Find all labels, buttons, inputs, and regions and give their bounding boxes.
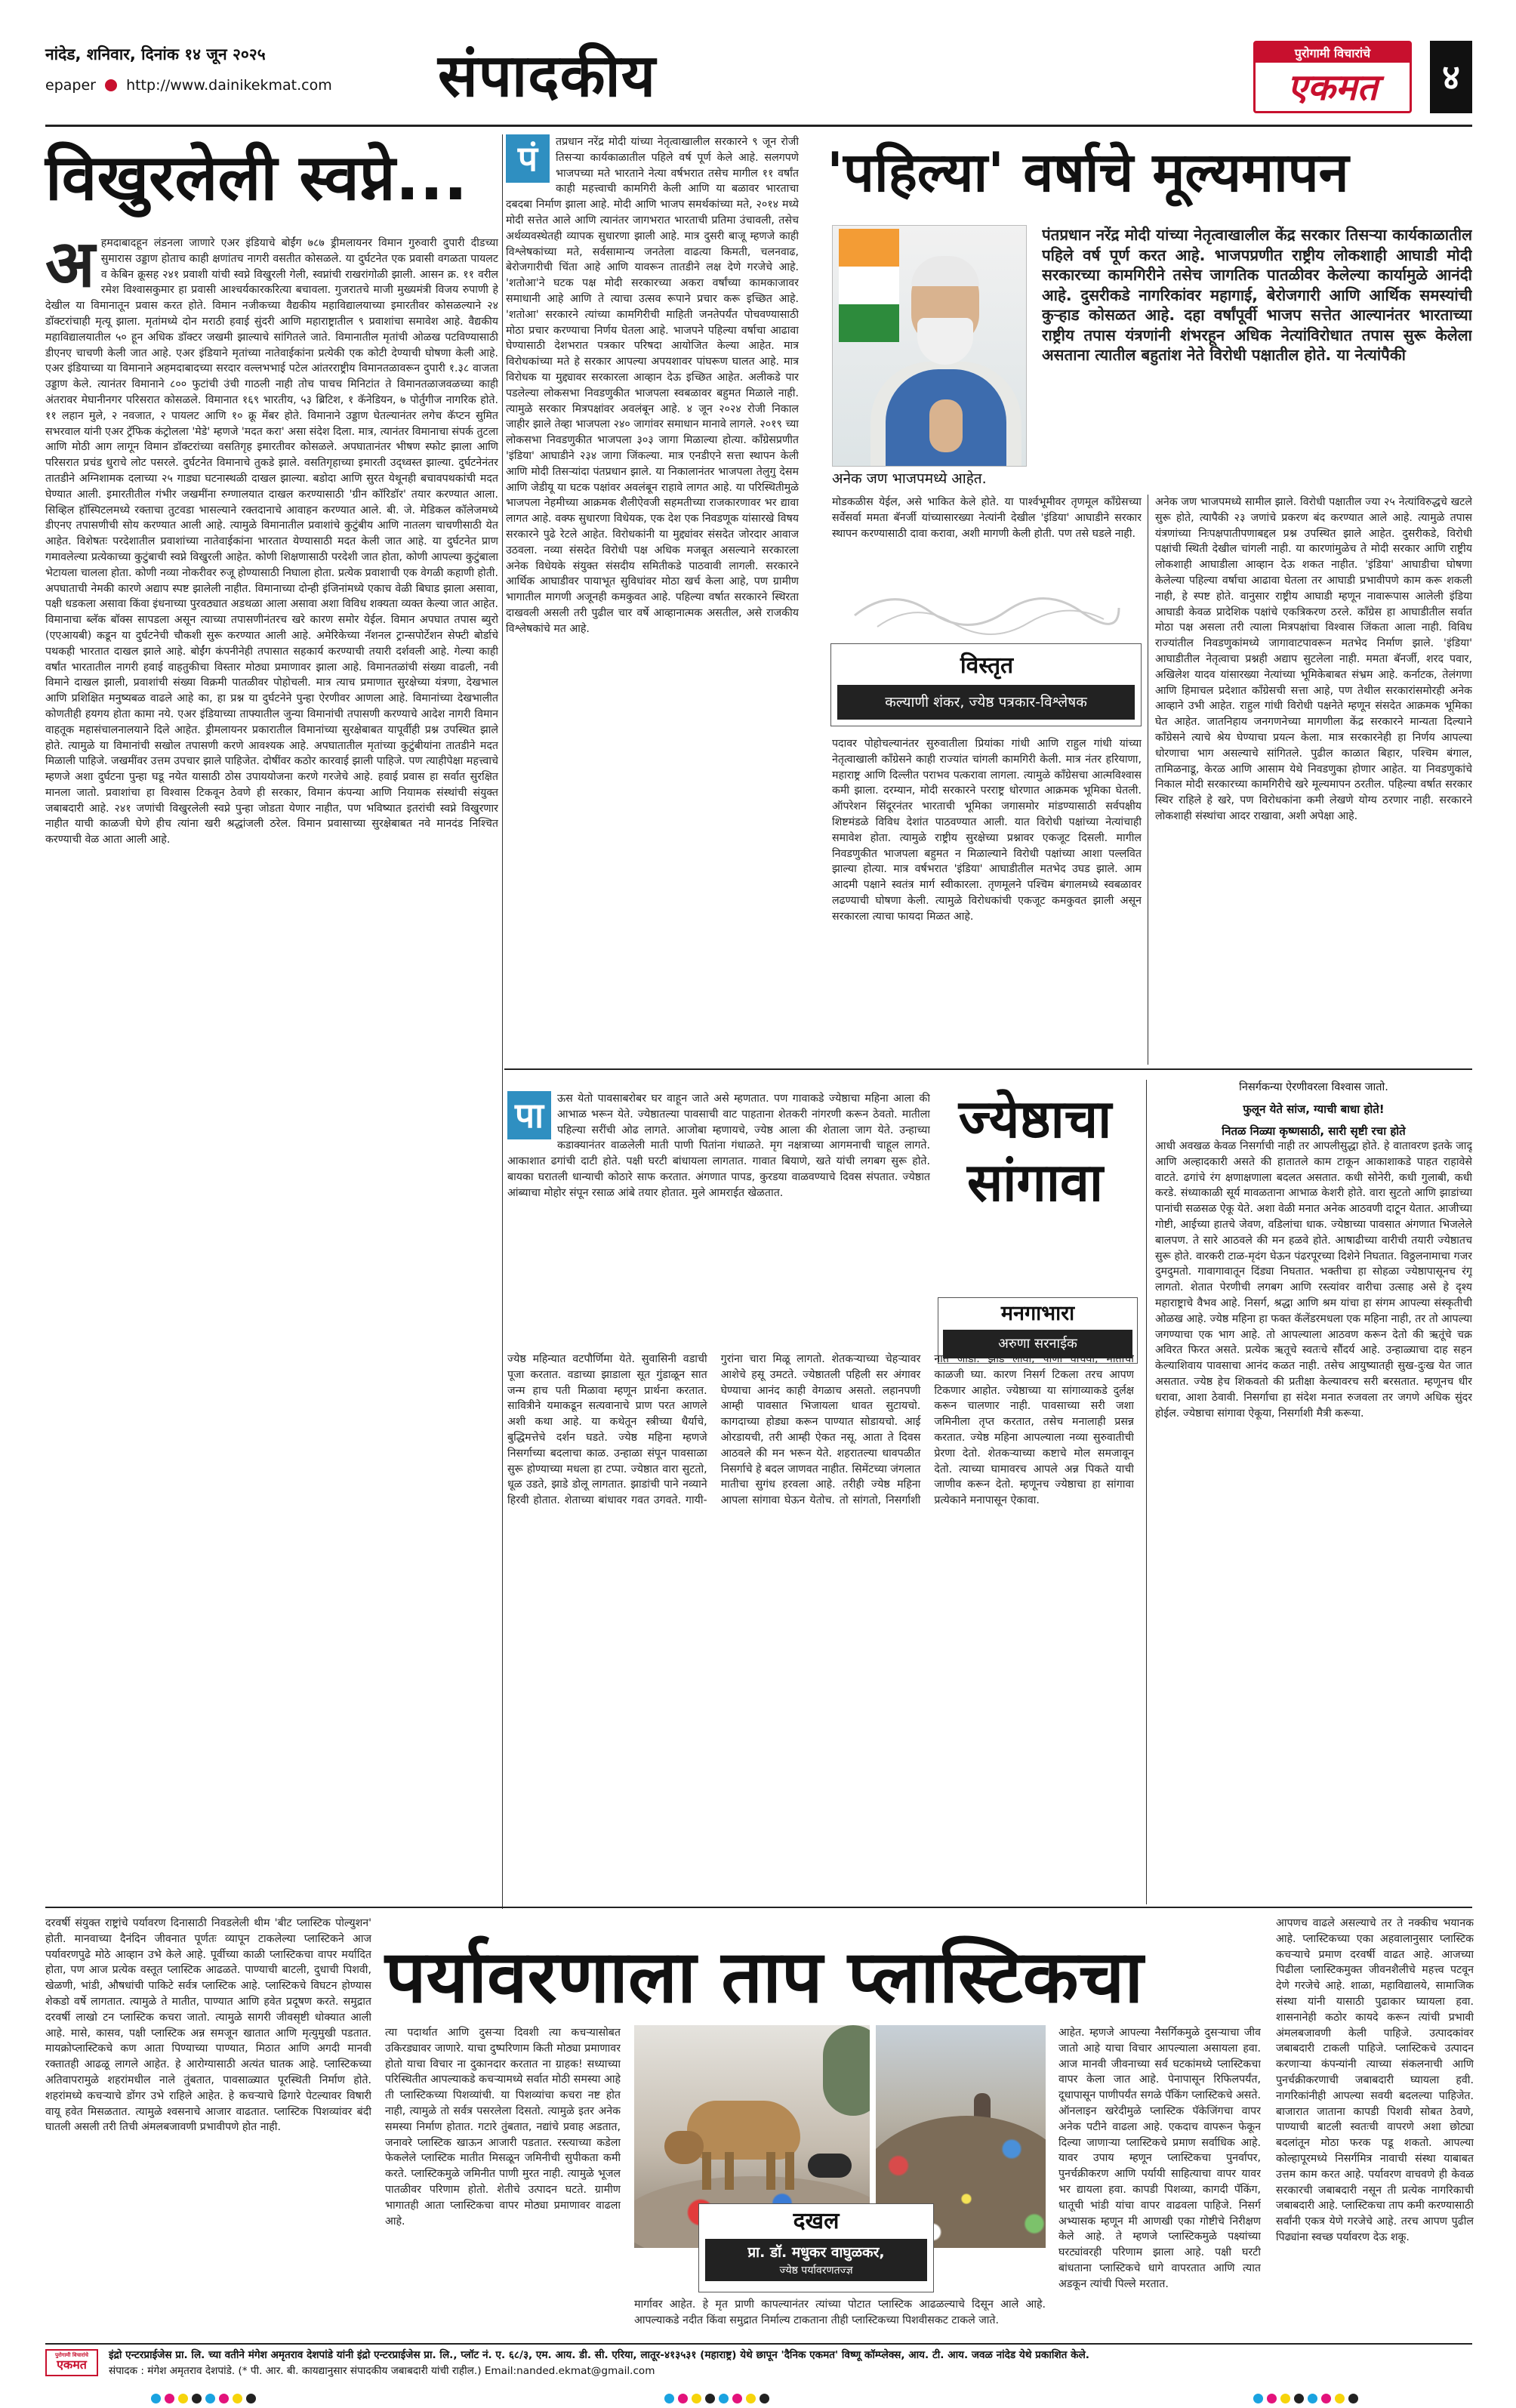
dateline: नांदेड, शनिवार, दिनांक १४ जून २०२५ [45,45,266,63]
registration-dot [1267,2394,1277,2403]
registration-marks [151,2392,260,2403]
article-2-column-2: मोडकळीस येईल, असे भाकित केले होते. या पार्श्वभूमीवर तृणमूल काँग्रेसच्या सर्वेसर्वा ममता बॅनर्जी यांच्यासारख्या नेत्यांनी देखील 'इंडिया' आघाडीने सरकार स्थापन करण्यासाठी दावा करावा, अशी मागणी केली होती. पण तसे घडले नाही. [832,496,1142,540]
registration-dot [165,2394,174,2403]
registration-dot [205,2394,215,2403]
article-4-column-1: दरवर्षी संयुक्त राष्ट्रांचे पर्यावरण दिनासाठी निवडलेली थीम 'बीट प्लास्टिक पोल्युशन' होती. मानवाच्या दैनंदिन जीवनात पूर्णतः व्यापून टाकलेल्या प्लास्टिकने आज पर्यावरणपुढे मोठे आव्हान उभे केले आहे. पूर्वीच्या काळी प्लास्टिकचा वापर मर्यादित होता, पण आज प्रत्येक वस्तूत प्लास्टिक आढळते. पाण्याची बाटली, दुधाची पिशवी, खेळणी, भांडी, औषधांची पाकिटे सर्वत्र प्लास्टिक आहे. प्लास्टिकचे विघटन होण्यास शेकडो वर्षे लागतात. त्यामुळे ते मातीत, पाण्यात आणि हवेत प्रदूषण करते. समुद्रात दरवर्षी लाखो टन प्लास्टिक कचरा जातो. त्यामुळे सागरी जीवसृष्टी धोक्यात आली आहे. मासे, कासव, पक्षी प्लास्टिक अन्न समजून खातात आणि मृत्युमुखी पडतात. मायक्रोप्लास्टिकचे कण आता पिण्याच्या पाण्यात, मिठात आणि अगदी मानवी रक्तातही आढळू लागले आहेत. हे आरोग्यासाठी अत्यंत घातक आहे. प्लास्टिकच्या अतिवापरामुळे शहरांमधील नाले तुंबतात, पावसाळ्यात पूरस्थिती निर्माण होते. शहरांमध्ये कचऱ्याचे डोंगर उभे राहिले आहेत. हे कचऱ्याचे ढिगारे पेटल्यावर विषारी वायू हवेत मिसळतात. त्यामुळे श्वसनाचे आजार वाढतात. प्लास्टिक पिशव्यांवर बंदी घातली असली तरी तिची अंमलबजावणी प्रभावीपणे होत नाही. [45,1917,371,2134]
registration-dot [219,2394,229,2403]
section-divider [504,1068,1472,1070]
pm-photo [832,225,1027,467]
article-3-body: ज्येष्ठ महिन्यात वटपौर्णिमा येते. सुवासिनी वडाची पूजा करतात. वडाच्या झाडाला सूत गुंडाळून सात जन्म हाच पती मिळावा म्हणून प्रार्थना करतात. सावित्रीने यमाकडून सत्यवानाचे प्राण परत आणले अशी कथा आहे. या कथेतून स्त्रीच्या धैर्याचे, बुद्धिमत्तेचे दर्शन घडते. ज्येष्ठ महिना म्हणजे निसर्गाच्या बदलाचा काळ. उन्हाळा संपून पावसाळा सुरू होण्याच्या मधला हा टप्पा. ज्येष्ठात वारा सुटतो, धूळ उडते, झाडे डोलू लागतात. झाडांची पाने नव्याने हिरवी होतात. शेताच्या बांधावर गवत उगवते. गायी-गुरांना चारा मिळू लागतो. शेतकऱ्याच्या चेहऱ्यावर आशेचे हसू उमटते. ज्येष्ठातली पहिली सर अंगावर घेण्याचा आनंद काही वेगळाच असतो. लहानपणी आम्ही पावसात भिजायला धावत सुटायचो. कागदाच्या होड्या करून पाण्यात सोडायचो. आई ओरडायची, तरी आम्ही ऐकत नसू. आता ते दिवस आठवले की मन भरून येते. शहरातल्या धावपळीत निसर्गाचे हे बदल जाणवत नाहीत. सिमेंटच्या जंगलात मातीचा सुगंध हरवला आहे. तरीही ज्येष्ठ महिना आपला सांगावा घेऊन येतोच. तो सांगतो, निसर्गाशी नाते जोडा. झाडे लावा, पाणी वाचवा, मातीची काळजी घ्या. कारण निसर्ग टिकला तरच आपण टिकणार आहोत. ज्येष्ठाच्या या सांगाव्याकडे दुर्लक्ष करून चालणार नाही. पावसाच्या सरी जशा जमिनीला तृप्त करतात, तसेच मनालाही प्रसन्न करतात. ज्येष्ठ महिना आपल्याला नव्या सुरुवातीची प्रेरणा देतो. शेतकऱ्याच्या कष्टाचे मोल समजावून देतो. त्याच्या घामावरच आपले अन्न पिकते याची जाणीव करून देतो. म्हणूनच ज्येष्ठाचा हा सांगावा प्रत्येकाने मनापासून ऐकावा. [507,1353,1134,1507]
author-box [705,2239,927,2281]
article-1-headline: विखुरलेली स्वप्ने... [45,140,468,214]
decorative-flourish-icon [847,585,1126,638]
imprint-footer [45,2343,1472,2381]
registration-dot [1280,2394,1290,2403]
registration-dot [1321,2394,1331,2403]
registration-dot [246,2394,256,2403]
column-divider [1146,1080,1147,1904]
epaper-link[interactable] [45,77,332,94]
section-title: संपादकीय [438,42,656,110]
link-dot-icon [105,79,117,91]
epaper-label: epaper [45,77,96,94]
author-name: प्रा. डॉ. मधुकर वाघुळकर, [747,2244,885,2261]
footer-logo-tagline: पुरोगामी विचारांचे [55,2351,88,2358]
registration-dot [760,2394,769,2403]
article-2-column-3: अनेक जण भाजपमध्ये सामील झाले. विरोधी पक्षातील ज्या २५ नेत्यांविरुद्धचे खटले सुरू होते, त्यापैकी २३ जणांचे प्रकरण बंद करण्यात आले आहे. त्यामुळे तपास यंत्रणांच्या निःपक्षपातीपणाबद्दल प्रश्न उपस्थित झाले आहेत. दुसरीकडे, विरोधी पक्षांची स्थिती देखील चांगली नाही. या कारणांमुळेच ते मोदी सरकार आणि राष्ट्रीय लोकशाही आघाडीला आव्हान देऊ शकत नाहीत. 'इंडिया' आघाडीचा घोषणा केलेल्या पहिल्या वर्षाचा आढावा घेतला तर आघाडी प्रभावीपणे काम करू शकली नाही, हे स्पष्ट होते. वानुसार राष्ट्रीय आघाडी म्हणून नावारूपास आलेली इंडिया आघाडी केवळ प्रादेशिक पक्षांचे एकत्रिकरण ठरले. काँग्रेस हा आघाडीतील सर्वात मोठा पक्ष असला तरी त्याला मित्रपक्षांचा विश्वास जिंकता आला नाही. विविध राज्यांतील निवडणुकांमध्ये जागावाटपावरून मतभेद निर्माण झाले. 'इंडिया' आघाडीतील नेतृत्वाचा प्रश्नही अद्याप सुटलेला नाही. ममता बॅनर्जी, शरद पवार, अखिलेश यादव यांसारख्या नेत्यांच्या भूमिकेबाबत संभ्रम आहे. कर्नाटक, तेलंगणा आणि हिमाचल प्रदेशात काँग्रेसची सत्ता आहे, पण तेथील सरकारांसमोरही अनेक आव्हाने उभी आहेत. राहुल गांधी विरोधी पक्षनेते म्हणून संसदेत आक्रमक भूमिका घेत आहेत. जातनिहाय जनगणनेच्या मागणीला केंद्र सरकारने मान्यता दिल्याने काँग्रेसने त्याचे श्रेय घेण्याचा प्रयत्न केला. मात्र सरकारनेही हा निर्णय आपल्या धोरणाचा भाग असल्याचे सांगितले. पुढील काळात बिहार, पश्चिम बंगाल, तामिळनाडू, केरळ आणि आसाम येथे निवडणुका होणार आहेत. या निवडणुकांचे निकाल मोदी सरकारच्या कामगिरीचे खरे मूल्यमापन ठरतील. पहिल्या वर्षात सरकार स्थिर राहिले हे खरे, पण विरोधकांना कमी लेखणे योग्य ठरणार नाही. सरकारने लोकशाही संस्थांचा आदर राखावा, अशी अपेक्षा आहे. [1155,496,1472,822]
article-3-top-text: ऊस येतो पावसाबरोबर घर वाहून जाते असे म्हणतात. पण गावाकडे ज्येष्ठाचा महिना आला की आभाळ भरून येते. ज्येष्ठातल्या पावसाची वाट पाहताना शेतकरी नांगरणी करून ठेवतो. मातीला पहिल्या सरींची ओढ लागते. आजोबा म्हणायचे, ज्येष्ठ आला की शेताला जाग येते. उन्हाच्या कडाक्यानंतर वाळलेली माती पाणी पितांना गंधाळते. मृग नक्षत्राच्या आगमनाची चाहूल लागते. आकाशात ढगांची दाटी होते. पक्षी घरटी बांधायला लागतात. गावात बियाणे, खते यांची लगबग सुरू होते. बायका घरातली धान्याची कोठारे साफ करतात. अंगणात पापड, कुरडया वाळवण्याचे दिवस संपतात. ज्येष्ठात आंब्याचा मोहोर संपून रसाळ आंबे तयार होतात. मुले आमराईत खेळतात. [507,1093,930,1199]
verse-line: फुलून येते सांज, ग्याची बाधा होते! [1243,1102,1385,1116]
article-3-verse [1155,1080,1472,1139]
registration-dot [692,2394,701,2403]
brand-logo [1253,41,1412,113]
article-2-dropcap: पं [506,134,550,183]
author-name: अरुणा सरनाईक [943,1330,1132,1358]
article-4-column-3: मार्गावर आहेत. हे मृत प्राणी कापल्यानंतर त्यांच्या पोटात प्लास्टिक आढळल्याचे दिसून आले आहे. आपल्याकडे नदीत किंवा समुद्रात निर्माल्य टाकताना तीही प्लास्टिकच्या पिशवीसकट टाकले जाते. [634,2299,1046,2326]
verse-line: नितळ निळ्या कृष्णसाठी, सारी सृष्टी रचा होते [1222,1124,1406,1138]
website-url[interactable]: http://www.dainikekmat.com [126,77,332,94]
registration-dot [1253,2394,1263,2403]
footer-logo-name: एकमत [57,2357,87,2372]
imprint-line: इंद्रो एन्टरप्राईजेस प्रा. लि. च्या वतीने मंगेश अमृतराव देशपांडे यांनी इंद्रो एन्टरप्राईजेस प्रा. लि., प्लॉट नं. ए. ६८/३, एम. आय. डी. सी. एरिया, लातूर-४१३५३१ (महाराष्ट्र) येथे छापून 'दैनिक एकमत' विष्णू कॉम्प्लेक्स, आय. टी. आय. जवळ नांदेड येथे प्रकाशित केले. [109,2349,1089,2361]
registration-dot [192,2394,202,2403]
photo-caption: अनेक जण भाजपमध्ये आहेत. [832,470,987,487]
author-name: कल्याणी शंकर, ज्येष्ठ पत्रकार-विश्लेषक [837,685,1135,720]
registration-dot [732,2394,742,2403]
brand-name: एकमत [1287,66,1378,109]
article-4-column-2: त्या पदार्थात आणि दुसऱ्या दिवशी त्या कचऱ्यासोबत उकिरड्यावर जाणारे. याचा दुष्परिणाम किती मोठ्या प्रमाणावर होतो याचा विचार ना दुकानदार करतात ना ग्राहक! सध्याच्या परिस्थितीत आपल्याकडे कचऱ्यामध्ये सर्वात मोठी समस्या आहे ती प्लास्टिकच्या पिशव्यांची. या पिशव्यांचा कचरा नष्ट होत नाही, त्यामुळे तो सर्वत्र पसरलेला दिसतो. त्यामुळे इतर अनेक समस्या निर्माण होतात. गटारे तुंबतात, नद्यांचे प्रवाह अडतात, जनावरे प्लास्टिक खाऊन आजारी पडतात. रस्त्याच्या कडेला फेकलेले प्लास्टिक मातीत मिसळून जमिनीची सुपीकता कमी करते. प्लास्टिकमुळे जमिनीत पाणी मुरत नाही. त्यामुळे भूजल पातळीवर परिणाम होतो. शेतीचे उत्पादन घटते. ग्रामीण भागातही आता प्लास्टिकचा वापर मोठ्या प्रमाणावर वाढला आहे. [385,2027,621,2228]
page-number: ४ [1430,41,1472,113]
registration-dot [178,2394,188,2403]
article-3-right-column: आधी अवखळ केवळ निसर्गाची नाही तर आपलीसुद्धा होते. हे वातावरण इतके जादू आणि अल्हादकारी असते की हातातले काम टाकून आकाशाकडे पाहत राहावेसे वाटते. ढगांचे रंग क्षणाक्षणाला बदलत असतात. कधी सोनेरी, कधी गुलाबी, कधी करडे. संध्याकाळी सूर्य मावळताना आभाळ केशरी होते. वारा सुटतो आणि झाडांच्या पानांची सळसळ ऐकू येते. अशा वेळी मनात अनेक आठवणी दाटून येतात. आजीच्या गोष्टी, आईच्या हातचे जेवण, वडिलांचा धाक. ज्येष्ठाच्या पावसात अंगणात भिजलेले बालपण. ते सारे आठवले की मन हळवे होते. आषाढीच्या वारीची तयारी ज्येष्ठातच सुरू होते. वारकरी टाळ-मृदंग घेऊन पंढरपूरच्या दिशेने निघतात. विठ्ठलनामाचा गजर दुमदुमतो. गावागावातून दिंड्या निघतात. भक्तीचा हा सोहळा ज्येष्ठापासूनच रंगू लागतो. शेतात पेरणीची लगबग आणि रस्त्यांवर वारीचा उत्साह असे हे दृश्य महाराष्ट्राचे वैभव आहे. निसर्ग, श्रद्धा आणि श्रम यांचा हा संगम आपल्या संस्कृतीची ओळख आहे. ज्येष्ठ महिना हा फक्त कॅलेंडरमधला एक महिना नाही, तर तो आपल्या जगण्याचा एक भाग आहे. तो आपल्याला आठवण करून देतो की ऋतूंचे चक्र अविरत फिरत असते. प्रत्येक ऋतूचे स्वतःचे सौंदर्य आहे. उन्हाळ्याचा दाह सहन केल्याशिवाय पावसाचा आनंद कळत नाही. तसेच आयुष्यातही सुख-दुःख येत जात असतात. ज्येष्ठ हेच शिकवतो की प्रतीक्षा केल्यावरच सरी बरसतात. म्हणूनच धीर धरावा, आशा ठेवावी. निसर्गाचा हा संदेश मनात रुजवला तर जगणे अधिक सुंदर होईल. ज्येष्ठाचा सांगावा ऐकूया, निसर्गाशी मैत्री करूया. [1155,1140,1472,1420]
article-2-byline [830,643,1142,726]
column-divider [502,134,503,1909]
article-3-dropcap: पा [507,1091,551,1139]
article-2-headline: 'पहिल्या' वर्षाचे मूल्यमापन [827,140,1349,204]
article-2-col1-text: तप्रधान नरेंद्र मोदी यांच्या नेतृत्वाखालील सरकारने ९ जून रोजी तिसऱ्या कार्यकाळातील पहिले वर्ष पूर्ण केले आहे. सलगपणे भाजपच्या मते भारताने नेत्या वर्षभरात तसेच मागील ११ वर्षांत काही महत्त्वाची कामगिरी केली आणि या बळावर भारताचा दबदबा निर्माण झाला आहे. मोदी आणि भाजप समर्थकांच्या मते, २०१४ मध्ये मोदी सत्तेत आले आणि त्यानंतर जागभरात भारताची प्रतिमा उंचावली, तसेच अर्थव्यवस्थेतही व्यापक सुधारणा झाली आहे. मात्र दुसरी बाजू म्हणजे काही विश्लेषकांच्या मते, सर्वसामान्य जनतेला वाढत्या किमती, चलनवाढ, बेरोजगारीची चिंता आहे आणि यावरून तातडीने लक्ष देणे गरजेचे आहे. 'शतोआ'ने घटक पक्ष मोदी सरकारच्या अकरा वर्षांच्या कामकाजावर समाधानी आहे आणि ते त्याचा उत्सव रूपाने प्रचार करू इच्छित आहे. 'शतोआ' सरकारने त्यांच्या कामगिरीची माहिती जनतेपर्यंत पोचवण्यासाठी मोठा प्रचार करण्याचा निर्णय घेतला आहे. भाजपने पहिल्या वर्षाचा आढावा घेण्यासाठी देशभरात पत्रकार परिषदा आयोजित केल्या आहेत. मात्र विरोधकांच्या मते हे सरकार आपल्या अपयशावर पांघरूण घालत आहे. मात्र विरोधक या मुद्द्यावर सरकारला आव्हान देऊ इच्छित आहेत. अलीकडे पार पडलेल्या लोकसभा निवडणुकीत भाजपला स्वबळावर बहुमत मिळाले नाही. त्यामुळे सरकार मित्रपक्षांवर अवलंबून आहे. ४ जून २०२४ रोजी निकाल जाहीर झाले तेव्हा भाजपला २४० जागांवर समाधान मानावे लागले. २०१९ च्या लोकसभा निवडणुकीत भाजपला ३०३ जागा मिळाल्या होत्या. काँग्रेसप्रणीत 'इंडिया' आघाडीने २३४ जागा जिंकल्या. मात्र एनडीएने सत्ता स्थापन केली आणि मोदी तिसऱ्यांदा पंतप्रधान झाले. या निकालानंतर भाजपला तेलुगु देसम आणि जेडीयू या घटक पक्षांवर अवलंबून राहावे लागत आहे. या परिस्थितीमुळे भाजपला नेहमीच्या आक्रमक शैलीऐवजी सहमतीच्या राजकारणावर भर द्यावा लागत आहे. वक्फ सुधारणा विधेयक, एक देश एक निवडणूक यांसारखे विषय सरकारने पुढे रेटले आहेत. विरोधकांनी या मुद्द्यांवर संसदेत जोरदार आवाज उठवला. नव्या संसदेत विरोधी पक्ष अधिक मजबूत असल्याने सरकारला अनेक विधेयके संयुक्त संसदीय समितीकडे पाठवावी लागली. सरकारने आर्थिक आघाडीवर पायाभूत सुविधांवर मोठा खर्च केला आहे, पण ग्रामीण भागातील मागणी अजूनही कमकुवत आहे. पहिल्या वर्षात सरकारने स्थिरता दाखवली असली तरी पुढील चार वर्षे आव्हानात्मक असतील, असे राजकीय विश्लेषकांचे मत आहे. [506,136,799,635]
article-4-column-5: आपणच वाढले असल्याचे तर ते नक्कीच भयानक आहे. प्लास्टिकच्या एका अहवालानुसार प्लास्टिक कचऱ्याचे प्रमाण दरवर्षी वाढत आहे. आजच्या पिढीला प्लास्टिकमुक्त जीवनशैलीचे महत्त्व पटवून देणे गरजेचे आहे. शाळा, महाविद्यालये, सामाजिक संस्था यांनी यासाठी पुढाकार घ्यायला हवा. शासनानेही कठोर कायदे करून त्यांची प्रभावी अंमलबजावणी केली पाहिजे. उत्पादकांवर जबाबदारी टाकली पाहिजे. प्लास्टिकचे उत्पादन करणाऱ्या कंपन्यांनी त्याच्या संकलनाची आणि पुनर्चक्रीकरणाची जबाबदारी घ्यायला हवी. नागरिकांनीही आपल्या सवयी बदलल्या पाहिजेत. बाजारात जाताना कापडी पिशवी सोबत ठेवणे, पाण्याची बाटली स्वतःची वापरणे अशा छोट्या बदलांतून मोठा फरक पडू शकतो. आपल्या कोल्हापूरमध्ये निसर्गमित्र नावाची संस्था याबाबत उत्तम काम करत आहे. पर्यावरण वाचवणे ही केवळ सरकारची जबाबदारी नसून ती प्रत्येक नागरिकाची जबाबदारी आहे. प्लास्टिकचा ताप कमी करण्यासाठी सर्वांनी एकत्र येणे गरजेचे आहे. तरच आपण पुढील पिढ्यांना स्वच्छ पर्यावरण देऊ शकू. [1276,1917,1474,2243]
author-designation: ज्येष्ठ पर्यावरणतज्ज्ञ [779,2265,853,2277]
column-name: मनगाभारा [1000,1302,1075,1325]
article-1-dropcap: अ [45,236,95,302]
registration-dot [1294,2394,1304,2403]
registration-dot [1308,2394,1317,2403]
article-1-text: हमदाबादहून लंडनला जाणारे एअर इंडियाचे बोईंग ७८७ ड्रीमलायनर विमान गुरुवारी दुपारी दीडच्या सुमारास उड्डाण होताच काही क्षणांतच नागरी वसतीत कोसळले. या दुर्घटनेत एक प्रवासी वगळता पायलट व केबिन क्रूसह २४१ प्रवाशी यांची स्वप्ने विखुरली गेली, स्वप्नांची राखरांगोळी झाली. आसन क्र. ११ वरील रमेश विश्वासकुमार हा प्रवासी आश्चर्यकारकरित्या बचावला. गुजरातचे माजी मुख्यमंत्री विजय रुपाणी हे देखील या विमानातून प्रवास करत होते. विमान नजीकच्या वैद्यकीय महाविद्यालयाच्या इमारतीवर कोसळल्याने २४ डॉक्टरांचाही मृत्यू झाला. मृतांमध्ये दोन मराठी हवाई सुंदरी आणि महाराष्ट्रातील ९ प्रवाशांचा समावेश आहे. वैद्यकीय महाविद्यालयातील ५० हून अधिक डॉक्टर जखमी झाल्याचे सांगितले जाते. विमानातील मृतांची ओळख पटविण्यासाठी डीएनए चाचणी केली जात आहे. एअर इंडियाने मृतांच्या नातेवाईकांना प्रत्येकी एक कोटी देण्याची घोषणा केली आहे. एअर इंडियाच्या या विमानाने अहमदाबादच्या सरदार वल्लभभाई पटेल आंतरराष्ट्रीय विमानतळावरून दुपारी १.३८ वाजता उड्डाण केले. त्यानंतर विमानाने ८०० फुटांची उंची गाठली नाही तोच पाचच मिनिटांत ते विमानतळाजवळच्या काही अंतरावर मेघानीनगर परिसरात कोसळले. विमानात १६९ भारतीय, ५३ ब्रिटिश, १ कॅनेडियन, ७ पोर्तुगीज नागरिक होते. ११ लहान मुले, २ नवजात, २ पायलट आणि १० क्रू मेंबर होते. विमानाने उड्डाण घेतल्यानंतर लगेच कॅप्टन सुमित सभरवाल यांनी एअर ट्रॅफिक कंट्रोलला 'मेडे' म्हणजे 'मदत करा' असा संदेश दिला. मात्र, त्यानंतर विमानाचा संपर्क तुटला आणि मोठी आग लागून विमान डॉक्टरांच्या वसतिगृह इमारतीवर कोसळले. अपघातानंतर भीषण स्फोट झाला आणि परिसरात प्रचंड धुराचे लोट पसरले. दुर्घटनेत विमानाचे तुकडे झाले. वसतिगृहाच्या इमारती उद्ध्वस्त झाल्या. दुर्घटनेनंतर तातडीने अग्निशामक दलाच्या २५ गाड्या घटनास्थळी दाखल झाल्या. बडोदा आणि सुरत येथूनही बचावपथकांची मदत घेण्यात आली. इमारतीतील गंभीर जखमींना रुग्णालयात दाखल करण्यासाठी 'ग्रीन कॉरिडॉर' तयार करण्यात आला. सिव्हिल हॉस्पिटलमध्ये रक्ताचा तुटवडा भासल्याने रक्तदानाचे आवाहन करण्यात आले. बी. जे. मेडिकल कॉलेजमध्ये डीएनए तपासणीची सोय करण्यात आली आहे. त्यामुळे विमानातील प्रवाशांचे कुटुंबीय आणि नातलग चाचणीसाठी येत आहेत. विशेषतः परदेशातील प्रवाशांच्या नातेवाईकांना भारतात येण्यासाठी मदत केली जात आहे. या दुर्घटनेत प्राण गमावलेल्या प्रत्येकाच्या कुटुंबाची स्वप्ने विखुरली आहेत. कोणी शिक्षणासाठी परदेशी जात होता, कोणी आपल्या कुटुंबाला भेटायला चालला होता. कोणी नव्या नोकरीवर रुजू होण्यासाठी निघाला होता. प्रत्येक प्रवाशाची एक वेगळी कहाणी होती. अपघाताची नेमकी कारणे अद्याप स्पष्ट झालेली नाहीत. विमानाच्या दोन्ही इंजिनांमध्ये एकाच वेळी बिघाड झाला असावा, पक्षी धडकला असावा किंवा इंधनाच्या पुरवठ्यात अडथळा आला असावा अशा विविध शक्यता व्यक्त केल्या जात आहेत. विमानाचा ब्लॅक बॉक्स सापडला असून त्याच्या तपासणीनंतरच खरे कारण समोर येईल. विमान अपघात तपास ब्युरो (एएआयबी) कडून या दुर्घटनेची चौकशी सुरू करण्यात आली आहे. अमेरिकेच्या नॅशनल ट्रान्सपोर्टेशन सेफ्टी बोर्डाचे पथकही भारतात दाखल झाले आहे. बोईंग कंपनीनेही तपासात सहकार्य करण्याची तयारी दर्शवली आहे. गेल्या काही वर्षांत भारतातील नागरी हवाई वाहतुकीचा विस्तार मोठ्या प्रमाणावर झाला आहे. विमानतळांची संख्या वाढली, नवी विमाने दाखल झाली, प्रवाशांची संख्या विक्रमी पातळीवर पोहोचली. मात्र त्याच प्रमाणात सुरक्षेच्या यंत्रणा, देखभाल आणि प्रशिक्षित मनुष्यबळ वाढले आहे का, हा प्रश्न या दुर्घटनेने पुन्हा ऐरणीवर आणला आहे. विमानांच्या देखभालीत कोणतीही हयगय होता कामा नये. एअर इंडियाच्या ताफ्यातील जुन्या विमानांची तपासणी करण्याचे आदेश नागरी विमान वाहतूक महासंचालनालयाने दिले आहेत. ड्रीमलायनर प्रकारातील विमानांच्या सुरक्षेबाबत यापूर्वीही प्रश्न उपस्थित झाले होते. त्यामुळे या विमानांची सखोल तपासणी करणे आवश्यक आहे. अपघातातील मृतांच्या कुटुंबीयांना तातडीने मदत मिळाली पाहिजे. जखमींवर उत्तम उपचार झाले पाहिजेत. दोषींवर कठोर कारवाई झाली पाहिजे. पण त्याहीपेक्षा महत्त्वाचे म्हणजे अशा दुर्घटना पुन्हा घडू नयेत यासाठी ठोस उपाययोजना करणे गरजेचे आहे. हवाई प्रवास हा सर्वात सुरक्षित मानला जातो. प्रवाशांचा हा विश्वास टिकवून ठेवणे ही सरकार, विमान कंपन्या आणि नियामक संस्थांची संयुक्त जबाबदारी आहे. २४१ जणांची विखुरलेली स्वप्ने पुन्हा जोडता येणार नाहीत, पण भविष्यात इतरांची स्वप्ने विखुरणार नाहीत याची काळजी घेणे हीच त्यांना खरी श्रद्धांजली ठरेल. विमान प्रवासाच्या सुरक्षेबाबत नवे मानदंड निश्चित करण्याची वेळ आता आली आहे. [45,237,498,846]
registration-dot [1335,2394,1345,2403]
registration-dot [705,2394,715,2403]
article-4-byline [698,2203,934,2292]
article-2-column-2b: पदावर पोहोचल्यानंतर सुरुवातीला प्रियांका गांधी आणि राहुल गांधी यांच्या नेतृत्वाखाली काँग्रेसने काही राज्यांत चांगली कामगिरी केली. मात्र नंतर हरियाणा, महाराष्ट्र आणि दिल्लीत पराभव पत्करावा लागला. त्यामुळे काँग्रेसचा आत्मविश्वास कमी झाला. दरम्यान, मोदी सरकारने परराष्ट्र धोरणात आक्रमक भूमिका घेतली. ऑपरेशन सिंदूरनंतर भारताची भूमिका जगासमोर मांडण्यासाठी सर्वपक्षीय शिष्टमंडळे विविध देशांत पाठवण्यात आली. यात विरोधी पक्षांच्या नेत्यांचाही समावेश होता. त्यामुळे राष्ट्रीय सुरक्षेच्या प्रश्नावर एकजूट दिसली. मागील निवडणुकीत भाजपला बहुमत न मिळाल्याने विरोधी पक्षांच्या आशा पल्लवित झाल्या होत्या. मात्र वर्षभरात 'इंडिया' आघाडीतील मतभेद उघड झाले. आम आदमी पक्षाने स्वतंत्र मार्ग स्वीकारला. तृणमूलने पश्चिम बंगालमध्ये स्वबळावर लढण्याची घोषणा केली. त्यामुळे विरोधकांची एकजूट कमकुवत झाली असून सरकारला त्याचा फायदा मिळत आहे. [832,738,1142,923]
registration-dot [664,2394,674,2403]
registration-marks [664,2392,773,2403]
registration-dot [746,2394,756,2403]
verse-line: निसर्गकन्या ऐरणीवरला विश्वास जातो. [1239,1081,1388,1093]
registration-dot [233,2394,242,2403]
registration-marks [1253,2392,1362,2403]
column-name: विस्तृत [960,652,1014,679]
article-2-lead: पंतप्रधान नरेंद्र मोदी यांच्या नेतृत्वाखालील केंद्र सरकार तिसऱ्या कार्यकाळातील पहिले वर्ष पूर्ण करत आहे. भाजपप्रणीत राष्ट्रीय लोकशाही आघाडी मोदी सरकारच्या कामगिरीने तसेच जागतिक पातळीवर केलेल्या कार्यामुळे आनंदी आहे. दुसरीकडे नागरिकांवर महागाई, बेरोजगारी आणि आर्थिक समस्यांची कुऱ्हाड कोसळत आहे. दहा वर्षांपूर्वी भाजप सत्तेत आल्यानंतर भारताच्या राष्ट्रीय तपास यंत्रणांनी शंभरहून अधिक नेत्यांविरोधात तपास सुरू केलेला असताना त्यातील बहुतांश नेते विरोधी पक्षातील होते. या नेत्यांपैकी [1042,226,1472,364]
registration-dot [678,2394,688,2403]
article-4-headline: पर्यावरणाला ताप प्लास्टिकचा [385,1935,1144,2019]
registration-dot [719,2394,729,2403]
registration-dot [151,2394,161,2403]
article-2-column-1 [506,134,799,1065]
registration-dot [1348,2394,1358,2403]
article-4-column-4: आहेत. म्हणजे आपल्या नैसर्गिकमुळे दुसऱ्याचा जीव जातो आहे याचा विचार आपल्याला असायला हवा. आज मानवी जीवनाच्या सर्व घटकांमध्ये प्लास्टिकचा वापर केला जात आहे. पेनापासून रिफिलपर्यंत, दूधापासून पाणीपर्यंत सगळे पॅकिंग प्लास्टिकचे असते. ऑनलाइन खरेदीमुळे प्लास्टिक पॅकेजिंगचा वापर अनेक पटीने वाढला आहे. एकदाच वापरून फेकून दिल्या जाणाऱ्या प्लास्टिकचे प्रमाण सर्वाधिक आहे. यावर उपाय म्हणून प्लास्टिकचा पुनर्वापर, पुनर्चक्रीकरण आणि पर्यायी साहित्याचा वापर यावर भर द्यायला हवा. कापडी पिशव्या, कागदी पॅकिंग, धातूची भांडी यांचा वापर वाढवला पाहिजे. निसर्ग अभ्यासक म्हणून मी आणखी एका गोष्टीचे निरीक्षण केले आहे. ते म्हणजे प्लास्टिकमुळे पक्ष्यांच्या घरट्यांवरही परिणाम झाला आहे. पक्षी घरटी बांधताना प्लास्टिकचे धागे वापरतात आणि त्यात अडकून त्यांची पिल्ले मरतात. [1058,2027,1261,2290]
article-3-headline: ज्येष्ठाचा सांगावा [958,1088,1112,1213]
brand-tagline: पुरोगामी विचारांचे [1256,43,1410,63]
article-3-body-top [507,1091,930,1352]
column-name: दखल [793,2208,840,2234]
footer-logo [45,2349,98,2376]
article-1-body [45,236,498,1825]
masthead [45,38,1472,127]
section-divider [45,1907,1472,1908]
editor-line: संपादक : मंगेश अमृतराव देशपांडे. (* पी. आर. बी. कायद्यानुसार संपादकीय जबाबदारी यांची राहील.) Email:nanded.ekmat@gmail.com [109,2365,655,2377]
